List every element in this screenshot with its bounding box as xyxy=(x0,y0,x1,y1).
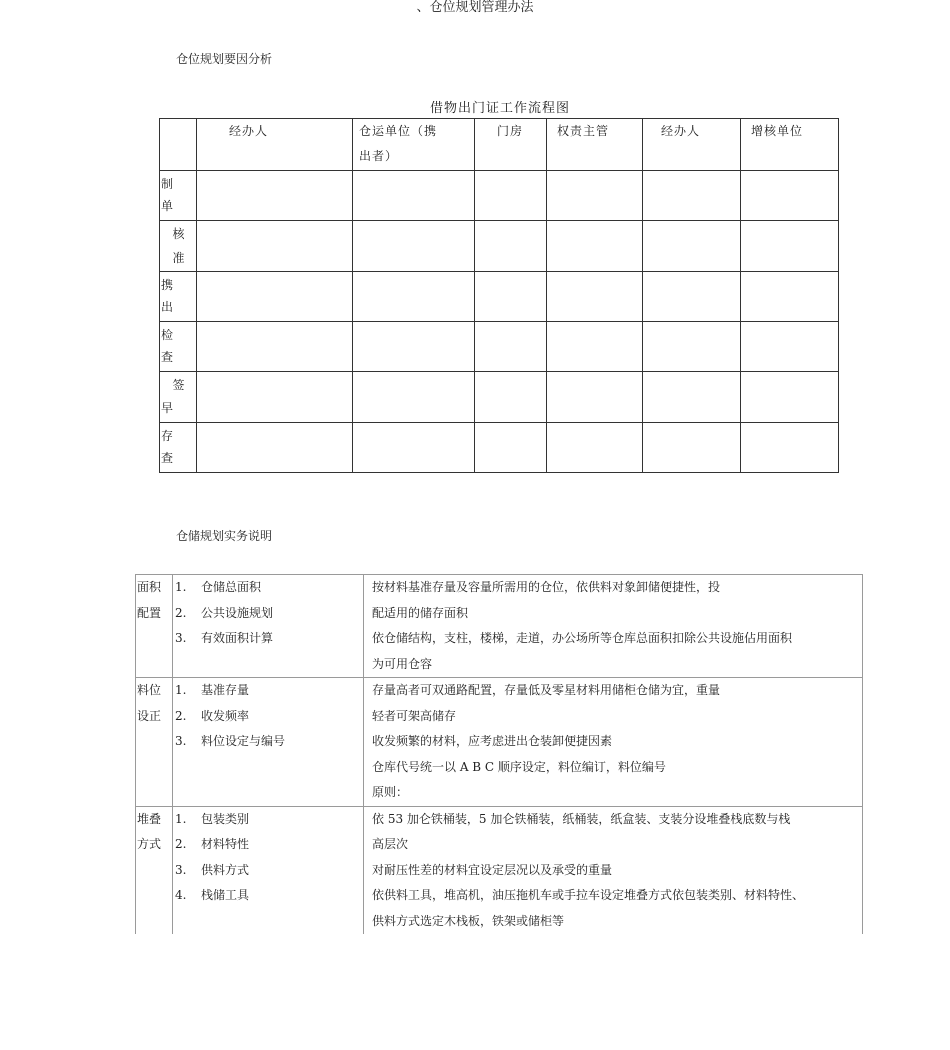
flow-cell xyxy=(353,221,475,272)
practice-item: 1. 包装类别 xyxy=(175,811,250,826)
flow-row xyxy=(160,372,839,423)
practice-row-area xyxy=(136,575,863,678)
flow-cell xyxy=(353,171,475,221)
practice-item: 2. 收发频率 xyxy=(175,708,250,723)
section-title-factor-analysis: 仓位规划要因分析 xyxy=(176,52,273,66)
flow-cell xyxy=(741,322,839,372)
practice-description: 按材料基准存量及容量所需用的仓位，依供料对象卸储便捷性，投 配适用的储存面积 依仓储结构，支柱，楼梯，走道，办公场所等仓库总面积扣除公共设施佔用面积 为可用仓容 xyxy=(364,575,863,678)
flow-cell xyxy=(475,423,547,473)
flow-row-label: 核 准 xyxy=(160,221,197,272)
flow-header-cell: 仓运单位（携 出者） xyxy=(353,119,475,171)
flow-cell xyxy=(643,322,741,372)
flow-cell xyxy=(197,423,353,473)
practice-item: 3. 有效面积计算 xyxy=(175,631,274,645)
practice-item: 3. 供料方式 xyxy=(175,862,250,877)
practice-table xyxy=(135,574,863,934)
flow-table-caption: 借物出门证工作流程图 xyxy=(429,101,570,116)
practice-description: 存量高者可双通路配置，存量低及零星材料用储柜仓储为宜，重量 轻者可架高储存 收发频繁的材料，应考虑进出仓装卸便捷因素 仓库代号统一以 A B C 顺序设定，料位编订，料位编号 原则： xyxy=(364,678,863,807)
flow-cell xyxy=(197,372,353,423)
practice-row-stacking xyxy=(136,806,863,934)
flow-cell xyxy=(741,272,839,322)
flow-cell xyxy=(547,423,643,473)
flow-cell xyxy=(741,171,839,221)
practice-item: 1. 仓储总面积 xyxy=(175,580,262,594)
practice-item: 2. 材料特性 xyxy=(175,837,250,851)
flow-cell xyxy=(197,272,353,322)
flow-row-label: 检 查 xyxy=(160,322,197,372)
flow-table xyxy=(159,118,839,473)
document-title: 、仓位规划管理办法 xyxy=(416,0,534,15)
practice-item: 1. 基准存量 xyxy=(175,683,250,697)
flow-cell xyxy=(547,372,643,423)
flow-header-cell: 经办人 xyxy=(197,119,353,171)
practice-row-location xyxy=(136,678,863,807)
flow-cell xyxy=(475,171,547,221)
flow-cell xyxy=(643,171,741,221)
practice-category: 料位 设正 xyxy=(136,678,173,807)
practice-item: 2. 公共设施规划 xyxy=(175,605,274,620)
flow-cell xyxy=(547,272,643,322)
practice-items xyxy=(173,806,364,934)
flow-row-label: 存 查 xyxy=(160,423,197,473)
flow-cell xyxy=(741,372,839,423)
flow-cell xyxy=(197,221,353,272)
flow-cell xyxy=(197,322,353,372)
flow-header-cell: 门房 xyxy=(475,119,547,171)
flow-cell xyxy=(475,221,547,272)
flow-header-cell: 经办人 xyxy=(643,119,741,171)
flow-row xyxy=(160,272,839,322)
flow-cell xyxy=(741,221,839,272)
flow-cell xyxy=(643,423,741,473)
flow-cell xyxy=(353,372,475,423)
flow-row-label: 携 出 xyxy=(160,272,197,322)
practice-items xyxy=(173,575,364,678)
flow-cell xyxy=(475,372,547,423)
flow-header-cell: 权责主管 xyxy=(547,119,643,171)
flow-cell xyxy=(353,272,475,322)
section-title-practice: 仓储规划实务说明 xyxy=(176,529,273,543)
flow-header-cell: 增核单位 xyxy=(741,119,839,171)
flow-cell xyxy=(353,322,475,372)
flow-cell xyxy=(547,221,643,272)
practice-item: 4. 栈储工具 xyxy=(175,888,250,902)
flow-cell xyxy=(475,322,547,372)
flow-row xyxy=(160,423,839,473)
practice-category: 堆叠 方式 xyxy=(136,806,173,934)
flow-row-label: 签 早 xyxy=(160,372,197,423)
flow-cell xyxy=(475,272,547,322)
flow-cell xyxy=(197,171,353,221)
practice-category: 面积 配置 xyxy=(136,575,173,678)
practice-items xyxy=(173,678,364,807)
flow-cell xyxy=(547,322,643,372)
flow-cell xyxy=(741,423,839,473)
flow-cell xyxy=(643,372,741,423)
flow-row xyxy=(160,171,839,221)
flow-cell xyxy=(643,221,741,272)
flow-row xyxy=(160,322,839,372)
flow-cell xyxy=(353,423,475,473)
practice-item: 3. 料位设定与编号 xyxy=(175,734,286,748)
flow-cell xyxy=(547,171,643,221)
flow-row xyxy=(160,221,839,272)
flow-header-corner xyxy=(160,119,197,171)
flow-table-header-row xyxy=(160,119,839,171)
flow-row-label: 制 单 xyxy=(160,171,197,221)
flow-cell xyxy=(643,272,741,322)
practice-description: 依 53 加仑铁桶装，5 加仑铁桶装，纸桶装，纸盒装、支装分设堆叠栈底数与栈 高层次 对耐压性差的材料宜设定层况以及承受的重量 依供料工具，堆高机，油压拖机车或手拉车设定堆叠方式依包装类别、材料特性、 供料方式选定木栈板，铁架或储柜等 xyxy=(364,806,863,934)
